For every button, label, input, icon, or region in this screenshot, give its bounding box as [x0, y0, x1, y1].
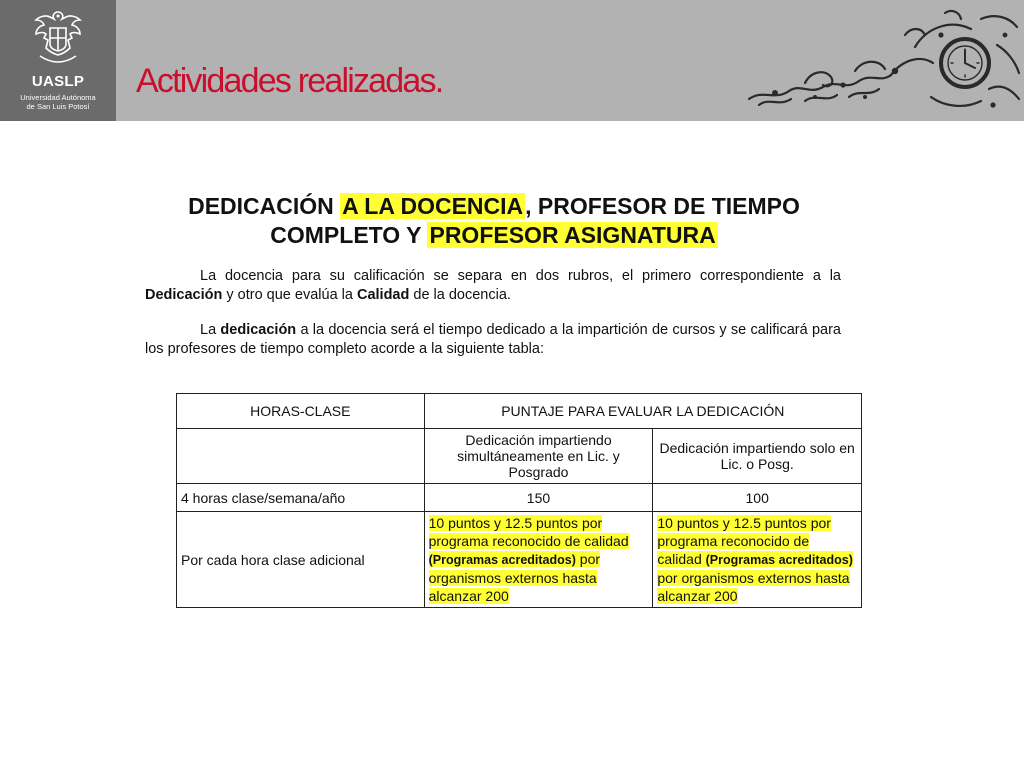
- table-row: [177, 484, 862, 512]
- table-header-row: [177, 394, 862, 429]
- para1-text-2: y otro que evalúa la: [222, 287, 357, 303]
- uaslp-logo: [0, 0, 116, 121]
- cell-a-bold: (Programas acreditados): [428, 553, 576, 567]
- dedication-score-table: [176, 393, 862, 608]
- cell-b-text: 10 puntos y 12.5 puntos por programa reconocido de calidad: [657, 515, 831, 567]
- document-heading: [146, 192, 842, 250]
- para2-text-2: a la docencia será el tiempo dedicado a la impartición de cursos y se calificará para los profesores de tiempo completo acorde a la siguiente tabla:: [145, 322, 841, 357]
- header-horas-clase: HORAS-CLASE: [177, 394, 425, 429]
- heading-highlight-asignatura: PROFESOR ASIGNATURA: [429, 222, 716, 248]
- table-subheader-row: [177, 429, 862, 484]
- subheader-empty: [177, 429, 425, 484]
- para1-text-1: La docencia para su calificación se separa en dos rubros, el primero correspondiente a la: [200, 268, 841, 284]
- header-puntaje: PUNTAJE PARA EVALUAR LA DEDICACIÓN: [424, 394, 861, 429]
- cell-a-tail: por organismos externos hasta alcanzar 200: [428, 551, 601, 604]
- para2-bold-dedicacion: dedicación: [220, 322, 297, 338]
- slide-header: [0, 0, 1024, 121]
- para1-bold-calidad: Calidad: [356, 287, 410, 303]
- cell-puntos-solo: [653, 512, 862, 608]
- row-value-150: 150: [424, 484, 653, 512]
- paragraph-rubros: [145, 267, 841, 305]
- row-label-hora-adicional: Por cada hora clase adicional: [177, 512, 425, 608]
- heading-text-part3: , PROFESOR DE TIEMPO COMPLETO Y: [270, 193, 800, 248]
- row-label-4-horas: 4 horas clase/semana/año: [177, 484, 425, 512]
- eagle-crest-icon: [30, 8, 86, 66]
- subheader-simultaneo: Dedicación impartiendo simultáneamente en Lic. y Posgrado: [424, 429, 653, 484]
- logo-subtitle-line2: de San Luis Potosí: [26, 102, 90, 111]
- paragraph-dedicacion: [145, 321, 841, 359]
- row-value-100: 100: [653, 484, 862, 512]
- clock-ornament-icon: [745, 5, 1024, 117]
- logo-subtitle-line1: Universidad Autónoma: [20, 93, 96, 102]
- cell-b-tail: por organismos externos hasta alcanzar 200: [657, 570, 850, 604]
- heading-text-part1: DEDICACIÓN: [188, 193, 341, 219]
- slide-title: Actividades realizadas.: [136, 62, 443, 100]
- cell-b-bold: (Programas acreditados): [705, 553, 853, 567]
- para1-text-3: de la docencia.: [409, 287, 511, 303]
- para2-text-1: La: [200, 322, 221, 338]
- para1-bold-dedicacion: Dedicación: [145, 287, 223, 303]
- logo-name: UASLP: [31, 73, 85, 90]
- cell-a-text: 10 puntos y 12.5 puntos por programa reconocido de calidad: [428, 515, 629, 549]
- heading-highlight-docencia: A LA DOCENCIA: [342, 193, 524, 219]
- subheader-solo: Dedicación impartiendo solo en Lic. o Posg.: [653, 429, 862, 484]
- cell-puntos-simultaneo: [424, 512, 653, 608]
- table-row: [177, 512, 862, 608]
